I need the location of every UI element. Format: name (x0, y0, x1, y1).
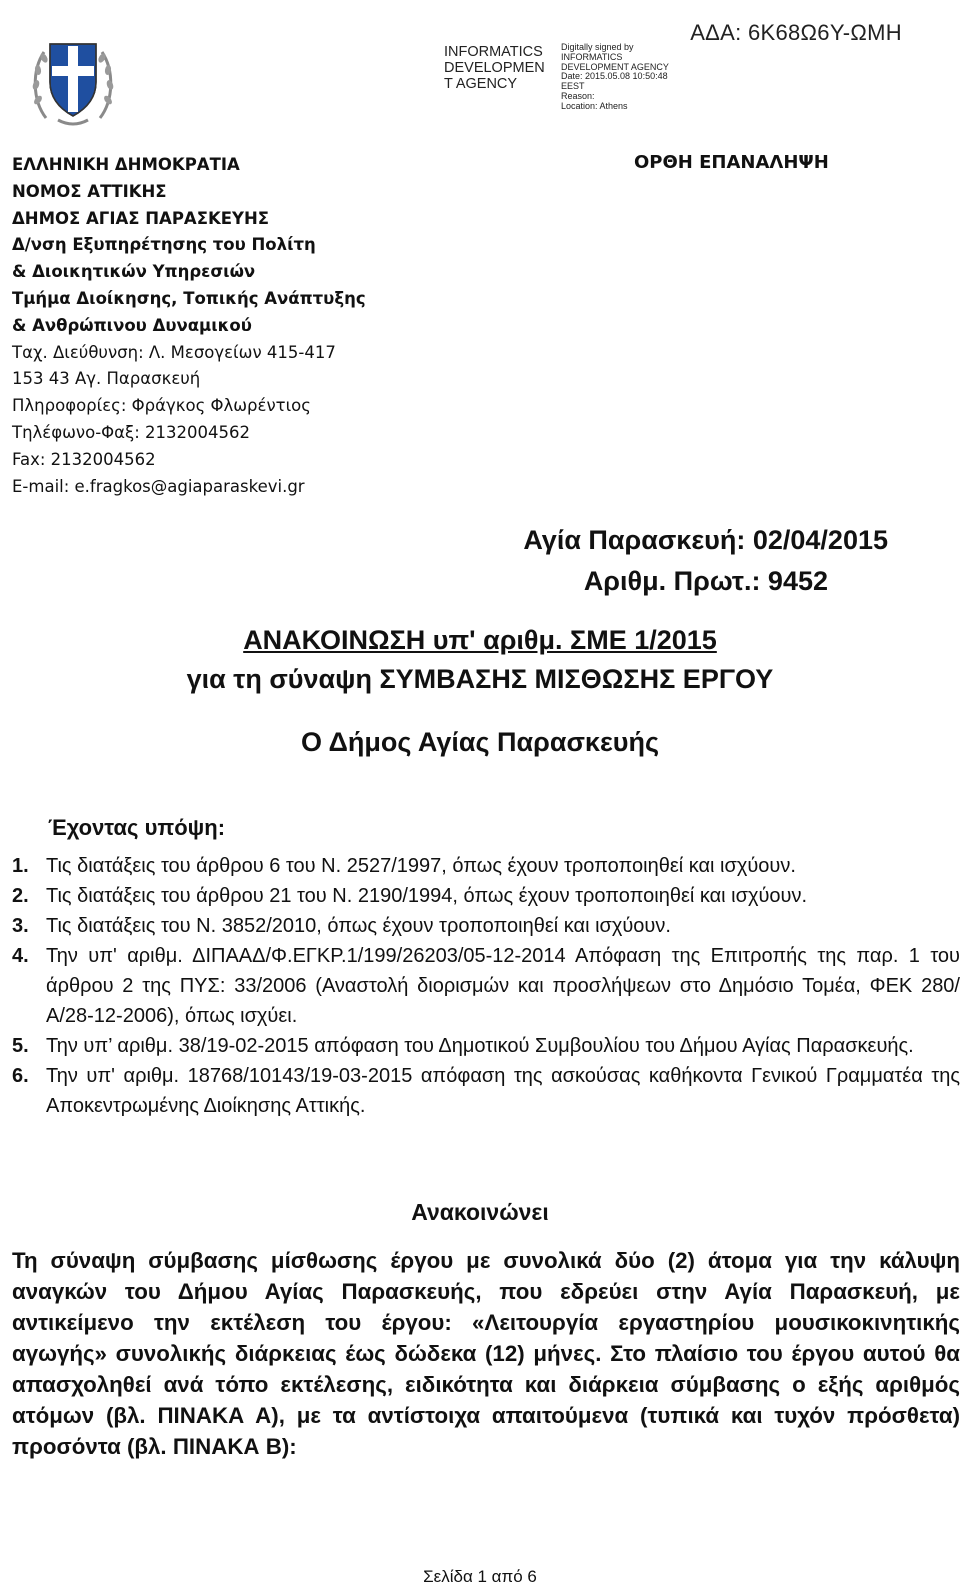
municipality-heading: Ο Δήμος Αγίας Παρασκευής (300, 727, 660, 757)
announcement-body: Τη σύναψη σύμβασης μίσθωσης έργου με συνολικά δύο (2) άτομα για την κάλυψη αναγκών του Δήμου Αγίας Παρασκευής, που εδρεύει στην Αγία Παρασκευή, με αντικείμενο την εκτέλεση του έργου: «Λειτουργία εργαστηρίου μουσικοκινητικής αγωγής» συνολικής διάρκειας έως δώδεκα (12) μήνες. Στο πλαίσιο του έργου αυτού θα απασχοληθεί ανά τόπο εκτέλεσης, ειδικότητα και διάρκεια σύμβασης ο εξής αριθμός ατόμων (βλ. ΠΙΝΑΚΑ Α), με τα αντίστοιχα απαιτούμενα (τυπικά και τυχόν πρόσθετα) προσόντα (βλ. ΠΙΝΑΚΑ Β): (12, 1248, 960, 1459)
header-line: Δ/νση Εξυπηρέτησης του Πολίτη (12, 235, 316, 255)
signature-detail-line: Reason: (561, 90, 595, 101)
list-item-number: 5. (12, 1035, 29, 1057)
signature-signer-line: T AGENCY (444, 76, 518, 92)
signature-detail-line: DEVELOPMENT AGENCY (561, 61, 669, 72)
header-line: Τμήμα Διοίκησης, Τοπικής Ανάπτυξης (12, 288, 366, 308)
contact-line: Πληροφορίες: Φράγκος Φλωρέντιος (12, 396, 311, 416)
signature-detail-line: Location: Athens (561, 100, 628, 111)
list-item (12, 941, 960, 1031)
list-item-text: Τις διατάξεις του άρθρου 6 του Ν. 2527/1997, όπως έχουν τροποποιηθεί και ισχύουν. (46, 855, 796, 877)
address-line: 153 43 Αγ. Παρασκευή (12, 369, 201, 389)
list-item-text: Τις διατάξεις του άρθρου 21 του Ν. 2190/1994, όπως έχουν τροποποιηθεί και ισχύουν. (46, 885, 808, 907)
signature-signer (444, 44, 545, 92)
considering-heading: Έχοντας υπόψη: (48, 815, 226, 840)
header-line: & Διοικητικών Υπηρεσιών (12, 262, 256, 282)
header-line: ΔΗΜΟΣ ΑΓΙΑΣ ΠΑΡΑΣΚΕΥΗΣ (12, 208, 270, 228)
header-line: & Ανθρώπινου Δυναμικού (12, 315, 252, 335)
list-item-number: 3. (12, 915, 29, 937)
contact-line: Τηλέφωνο-Φαξ: 2132004562 (12, 422, 251, 442)
list-item (12, 851, 960, 881)
signature-signer-line: DEVELOPMEN (444, 60, 545, 76)
list-item-number: 4. (12, 945, 29, 967)
sender-header (12, 152, 366, 500)
announces-heading: Ανακοινώνει (411, 1199, 549, 1225)
announcement-subtitle: για τη σύναψη ΣΥΜΒΑΣΗΣ ΜΙΣΘΩΣΗΣ ΕΡΓΟΥ (186, 664, 774, 694)
list-item-number: 1. (12, 855, 29, 877)
contact-line: Fax: 2132004562 (12, 449, 156, 469)
header-line: ΕΛΛΗΝΙΚΗ ΔΗΜΟΚΡΑΤΙΑ (12, 155, 240, 174)
list-item-text: Την υπ' αριθμ. 18768/10143/19-03-2015 απόφαση της ασκούσας καθήκοντα Γενικού Γραμματέα της Αποκεντρωμένης Διοίκησης Αττικής. (46, 1065, 960, 1117)
signature-detail-line: EEST (561, 81, 585, 92)
list-item-number: 2. (12, 885, 29, 907)
greek-coat-of-arms-icon (28, 30, 118, 130)
protocol-number: Αριθμ. Πρωτ.: 9452 (583, 566, 828, 596)
list-item (12, 1061, 960, 1121)
list-item (12, 1031, 960, 1061)
signature-detail-line: Date: 2015.05.08 10:50:48 (561, 71, 668, 82)
corrected-repeat-label: ΟΡΘΗ ΕΠΑΝΑΛΗΨΗ (634, 152, 829, 173)
header-line: ΝΟΜΟΣ ΑΤΤΙΚΗΣ (12, 181, 167, 201)
list-item-text: Την υπ’ αριθμ. 38/19-02-2015 απόφαση του Δημοτικού Συμβουλίου του Δήμου Αγίας Παρασκευής. (46, 1035, 914, 1057)
signature-detail-line: INFORMATICS (561, 51, 623, 62)
considerations-list (12, 851, 960, 1121)
address-line: Ταχ. Διεύθυνση: Λ. Μεσογείων 415-417 (12, 342, 336, 362)
list-item (12, 881, 960, 911)
announcement-title (0, 625, 960, 656)
list-item-number: 6. (12, 1065, 29, 1087)
list-item (12, 911, 960, 941)
document-date: Αγία Παρασκευή: 02/04/2015 (523, 525, 888, 555)
contact-line: E-mail: e.fragkos@agiaparaskevi.gr (12, 476, 305, 496)
page-number: Σελίδα 1 από 6 (423, 1567, 537, 1586)
announcement-title-text: ΑΝΑΚΟΙΝΩΣΗ υπ' αριθμ. ΣΜΕ 1/2015 (243, 625, 717, 655)
list-item-text: Την υπ' αριθμ. ΔΙΠΑΑΔ/Φ.ΕΓΚΡ.1/199/26203/05-12-2014 Απόφαση της Επιτροπής της παρ. 1 του άρθρου 2 της ΠΥΣ: 33/2006 (Αναστολή διορισμών και προσλήψεων στο Δημόσιο Τομέα, ΦΕΚ 280/Α/28-12-2006), όπως ισχύει. (46, 945, 960, 1027)
signature-signer-line: INFORMATICS (444, 44, 543, 60)
ada-code: ΑΔΑ: 6Κ68Ω6Υ-ΩΜΗ (690, 20, 902, 45)
signature-details (561, 43, 669, 112)
list-item-text: Τις διατάξεις του Ν. 3852/2010, όπως έχουν τροποποιηθεί και ισχύουν. (46, 915, 671, 937)
signature-detail-line: Digitally signed by (561, 42, 634, 52)
